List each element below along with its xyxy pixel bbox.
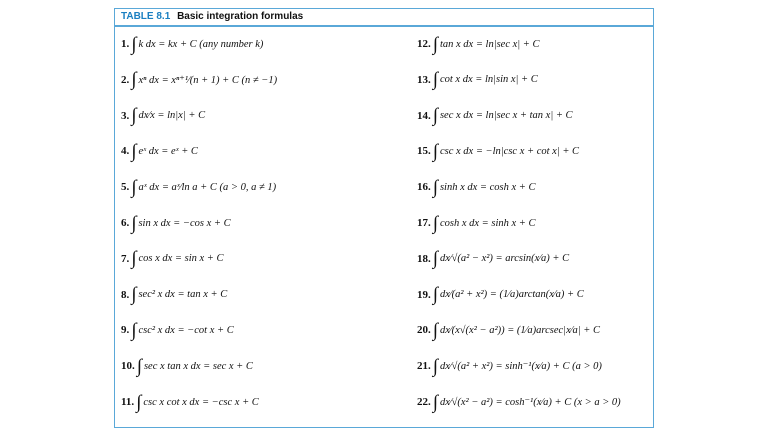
formula-number: 16. xyxy=(417,181,431,194)
formula-expression: aˣ dx = aˣ⁄ln a + C (a > 0, a ≠ 1) xyxy=(138,181,277,193)
formula-item xyxy=(121,317,234,343)
formula-expression: sec x tan x dx = sec x + C xyxy=(143,360,253,372)
formula-item xyxy=(121,282,227,308)
formula-expression: cosh x dx = sinh x + C xyxy=(439,217,536,229)
formula-number: 4. xyxy=(121,145,130,158)
formula-number: 2. xyxy=(121,73,130,86)
integral-sign-icon: ∫ xyxy=(131,140,137,162)
integral-sign-icon: ∫ xyxy=(131,212,137,234)
formula-number: 17. xyxy=(417,217,431,229)
formula-item xyxy=(417,353,602,379)
formula-expression: cot x dx = ln|sin x| + C xyxy=(439,74,538,86)
formula-expression: dx⁄√(a² + x²) = sinh⁻¹(x⁄a) + C (a > 0) xyxy=(439,361,602,373)
formula-number: 11. xyxy=(121,396,135,408)
integral-sign-icon: ∫ xyxy=(432,69,438,91)
formula-number: 20. xyxy=(417,324,431,337)
formula-item xyxy=(121,246,224,272)
formula-item xyxy=(121,31,263,57)
formula-item xyxy=(121,174,276,200)
formula-expression: dx⁄x = ln|x| + C xyxy=(138,110,206,122)
integral-sign-icon: ∫ xyxy=(131,69,137,91)
integral-sign-icon: ∫ xyxy=(131,176,137,198)
integral-sign-icon: ∫ xyxy=(432,319,438,341)
formula-expression: sec² x dx = tan x + C xyxy=(138,289,228,301)
integral-sign-icon: ∫ xyxy=(131,319,137,341)
caption-divider xyxy=(115,25,653,27)
formula-item xyxy=(417,389,621,415)
formula-item xyxy=(121,67,277,93)
integral-sign-icon: ∫ xyxy=(131,284,137,306)
formula-expression: dx⁄(x√(x² − a²)) = (1⁄a)arcsec|x⁄a| + C xyxy=(439,324,600,336)
formula-item xyxy=(121,103,205,129)
formula-item xyxy=(417,246,569,272)
formula-number: 5. xyxy=(121,181,130,194)
integral-sign-icon: ∫ xyxy=(432,212,438,234)
integral-sign-icon: ∫ xyxy=(432,33,438,55)
table-number: TABLE 8.1 xyxy=(121,11,171,22)
integral-sign-icon: ∫ xyxy=(432,248,438,270)
formula-expression: cos x dx = sin x + C xyxy=(138,253,224,265)
formula-number: 1. xyxy=(121,38,130,50)
formula-expression: eˣ dx = eˣ + C xyxy=(138,145,198,157)
formula-expression: sin x dx = −cos x + C xyxy=(138,217,231,229)
formula-item xyxy=(417,103,573,129)
formula-number: 18. xyxy=(417,252,431,265)
formula-item xyxy=(121,138,198,164)
formula-expression: dx⁄√(a² − x²) = arcsin(x⁄a) + C xyxy=(439,253,570,265)
formula-item xyxy=(121,353,253,379)
formula-item xyxy=(417,31,540,57)
formula-item xyxy=(417,67,538,93)
formula-expression: dx⁄(a² + x²) = (1⁄a)arctan(x⁄a) + C xyxy=(439,289,584,301)
formula-item xyxy=(417,282,584,308)
formula-number: 7. xyxy=(121,252,130,265)
formula-expression: xⁿ dx = xⁿ⁺¹⁄(n + 1) + C (n ≠ −1) xyxy=(138,74,278,86)
formula-expression: csc² x dx = −cot x + C xyxy=(138,324,234,336)
formula-number: 6. xyxy=(121,217,130,229)
integral-sign-icon: ∫ xyxy=(136,391,142,413)
formula-item xyxy=(417,317,600,343)
integral-sign-icon: ∫ xyxy=(432,176,438,198)
formula-item xyxy=(417,138,579,164)
formula-number: 15. xyxy=(417,145,431,158)
formula-item xyxy=(417,210,536,236)
formula-expression: csc x dx = −ln|csc x + cot x| + C xyxy=(439,145,580,157)
integral-sign-icon: ∫ xyxy=(131,105,137,127)
formula-number: 9. xyxy=(121,324,130,337)
integral-sign-icon: ∫ xyxy=(432,284,438,306)
formula-number: 22. xyxy=(417,396,431,408)
integral-sign-icon: ∫ xyxy=(131,33,137,55)
table-caption xyxy=(121,11,303,22)
formula-number: 8. xyxy=(121,288,130,301)
formula-expression: k dx = kx + C (any number k) xyxy=(138,38,264,50)
formula-number: 10. xyxy=(121,360,135,373)
formula-number: 12. xyxy=(417,38,431,50)
formula-number: 21. xyxy=(417,360,431,373)
formula-item xyxy=(417,174,536,200)
integration-table xyxy=(114,8,654,428)
formula-number: 19. xyxy=(417,288,431,301)
integral-sign-icon: ∫ xyxy=(131,248,137,270)
integral-sign-icon: ∫ xyxy=(432,391,438,413)
integral-sign-icon: ∫ xyxy=(432,105,438,127)
formula-number: 14. xyxy=(417,109,431,122)
formula-item xyxy=(121,389,259,415)
formula-item xyxy=(121,210,231,236)
formula-expression: dx⁄√(x² − a²) = cosh⁻¹(x⁄a) + C (x > a > 0) xyxy=(439,397,621,408)
integral-sign-icon: ∫ xyxy=(432,140,438,162)
formula-number: 3. xyxy=(121,109,130,122)
formula-expression: sinh x dx = cosh x + C xyxy=(439,181,536,193)
table-title: Basic integration formulas xyxy=(177,11,304,22)
formula-expression: csc x cot x dx = −csc x + C xyxy=(143,396,259,408)
formula-number: 13. xyxy=(417,73,431,86)
formula-expression: sec x dx = ln|sec x + tan x| + C xyxy=(439,110,573,122)
integral-sign-icon: ∫ xyxy=(432,355,438,377)
integral-sign-icon: ∫ xyxy=(136,355,142,377)
formula-expression: tan x dx = ln|sec x| + C xyxy=(439,38,540,50)
